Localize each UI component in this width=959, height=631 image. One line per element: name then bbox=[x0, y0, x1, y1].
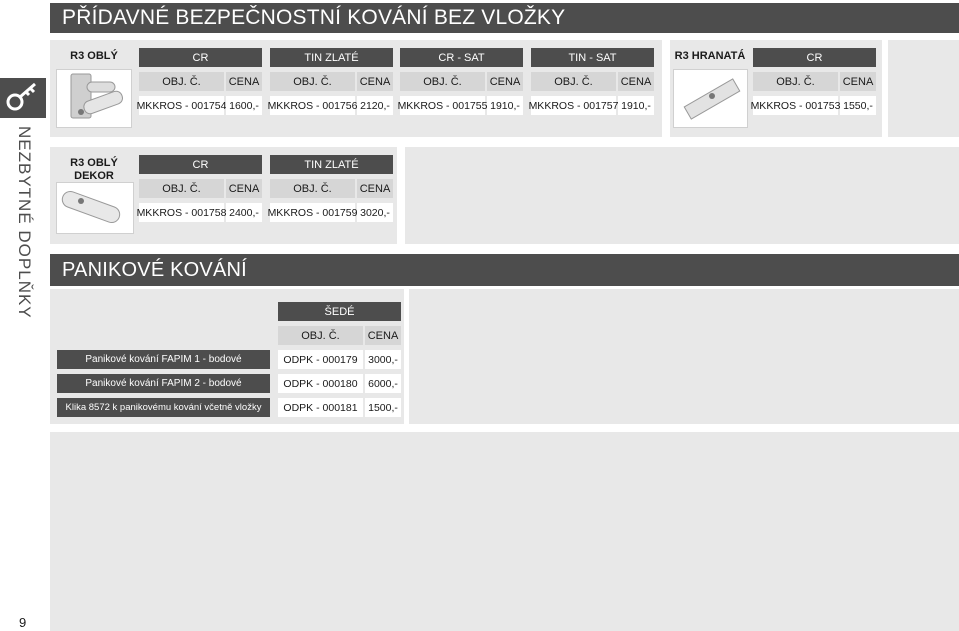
product-price: 1550,- bbox=[840, 96, 876, 115]
key-icon bbox=[0, 78, 46, 118]
product-code: MKKROS - 001755 bbox=[400, 96, 485, 115]
r3-obly-dekor-label-line1: R3 OBLÝ bbox=[70, 157, 118, 169]
product-code: MKKROS - 001754 bbox=[139, 96, 224, 115]
r3-obly-dekor-label-line2: DEKOR bbox=[74, 170, 114, 182]
col-header-cena: CENA bbox=[840, 72, 876, 91]
sidebar-key-tab bbox=[0, 78, 46, 118]
col-header-obj: OBJ. Č. bbox=[400, 72, 485, 91]
page-number: 9 bbox=[19, 615, 27, 630]
col-header-cena: CENA bbox=[357, 179, 393, 198]
r3-obly-finish-cr-sat: CR - SAT bbox=[400, 48, 523, 67]
col-header-cena: CENA bbox=[357, 72, 393, 91]
r3-obly-label: R3 OBLÝ bbox=[70, 50, 118, 62]
product-price: 1910,- bbox=[487, 96, 523, 115]
dekor-finish-tin-zlate: TIN ZLATÉ bbox=[270, 155, 393, 174]
product-code: MKKROS - 001756 bbox=[270, 96, 355, 115]
panic-row-desc: Klika 8572 k panikovému kování včetně vložky bbox=[57, 398, 270, 417]
product-price: 3020,- bbox=[357, 203, 393, 222]
col-header-obj: OBJ. Č. bbox=[270, 179, 355, 198]
r3-obly-finish-tin-zlate: TIN ZLATÉ bbox=[270, 48, 393, 67]
col-header-obj: OBJ. Č. bbox=[139, 179, 224, 198]
panic-section-title: PANIKOVÉ KOVÁNÍ bbox=[50, 254, 959, 286]
product-price: 1500,- bbox=[365, 398, 401, 417]
r3-obly-finish-cr: CR bbox=[139, 48, 262, 67]
product-code: MKKROS - 001753 bbox=[753, 96, 838, 115]
empty-panel-large bbox=[50, 432, 959, 631]
r3-hranata-label: R3 HRANATÁ bbox=[674, 50, 746, 62]
product-code: MKKROS - 001758 bbox=[139, 203, 224, 222]
product-code: ODPK - 000180 bbox=[278, 374, 363, 393]
empty-panel bbox=[405, 147, 959, 244]
page-title: PŘÍDAVNÉ BEZPEČNOSTNÍ KOVÁNÍ BEZ VLOŽKY bbox=[50, 3, 959, 33]
r3-obly-finish-tin-sat: TIN - SAT bbox=[531, 48, 654, 67]
col-header-cena: CENA bbox=[226, 179, 262, 198]
col-header-obj: OBJ. Č. bbox=[753, 72, 838, 91]
r3-obly-dekor-product-image bbox=[56, 182, 134, 234]
product-price: 2120,- bbox=[357, 96, 393, 115]
col-header-obj: OBJ. Č. bbox=[278, 326, 363, 345]
r3-hranata-finish-cr: CR bbox=[753, 48, 876, 67]
col-header-cena: CENA bbox=[226, 72, 262, 91]
product-price: 3000,- bbox=[365, 350, 401, 369]
dekor-finish-cr: CR bbox=[139, 155, 262, 174]
product-code: ODPK - 000179 bbox=[278, 350, 363, 369]
r3-hranata-product-image bbox=[673, 69, 748, 128]
side-section-label: NEZBYTNÉ DOPLŇKY bbox=[15, 126, 34, 319]
panic-row-desc: Panikové kování FAPIM 2 - bodové bbox=[57, 374, 270, 393]
panic-row-desc: Panikové kování FAPIM 1 - bodové bbox=[57, 350, 270, 369]
empty-panel bbox=[409, 289, 959, 424]
product-code: MKKROS - 001757 bbox=[531, 96, 616, 115]
col-header-obj: OBJ. Č. bbox=[139, 72, 224, 91]
product-price: 2400,- bbox=[226, 203, 262, 222]
col-header-cena: CENA bbox=[487, 72, 523, 91]
col-header-cena: CENA bbox=[365, 326, 401, 345]
empty-panel bbox=[888, 40, 959, 137]
product-price: 1910,- bbox=[618, 96, 654, 115]
r3-obly-product-image bbox=[56, 69, 132, 128]
product-code: ODPK - 000181 bbox=[278, 398, 363, 417]
col-header-obj: OBJ. Č. bbox=[531, 72, 616, 91]
col-header-cena: CENA bbox=[618, 72, 654, 91]
product-price: 6000,- bbox=[365, 374, 401, 393]
product-code: MKKROS - 001759 bbox=[270, 203, 355, 222]
panic-finish-sede: ŠEDÉ bbox=[278, 302, 401, 321]
product-price: 1600,- bbox=[226, 96, 262, 115]
col-header-obj: OBJ. Č. bbox=[270, 72, 355, 91]
